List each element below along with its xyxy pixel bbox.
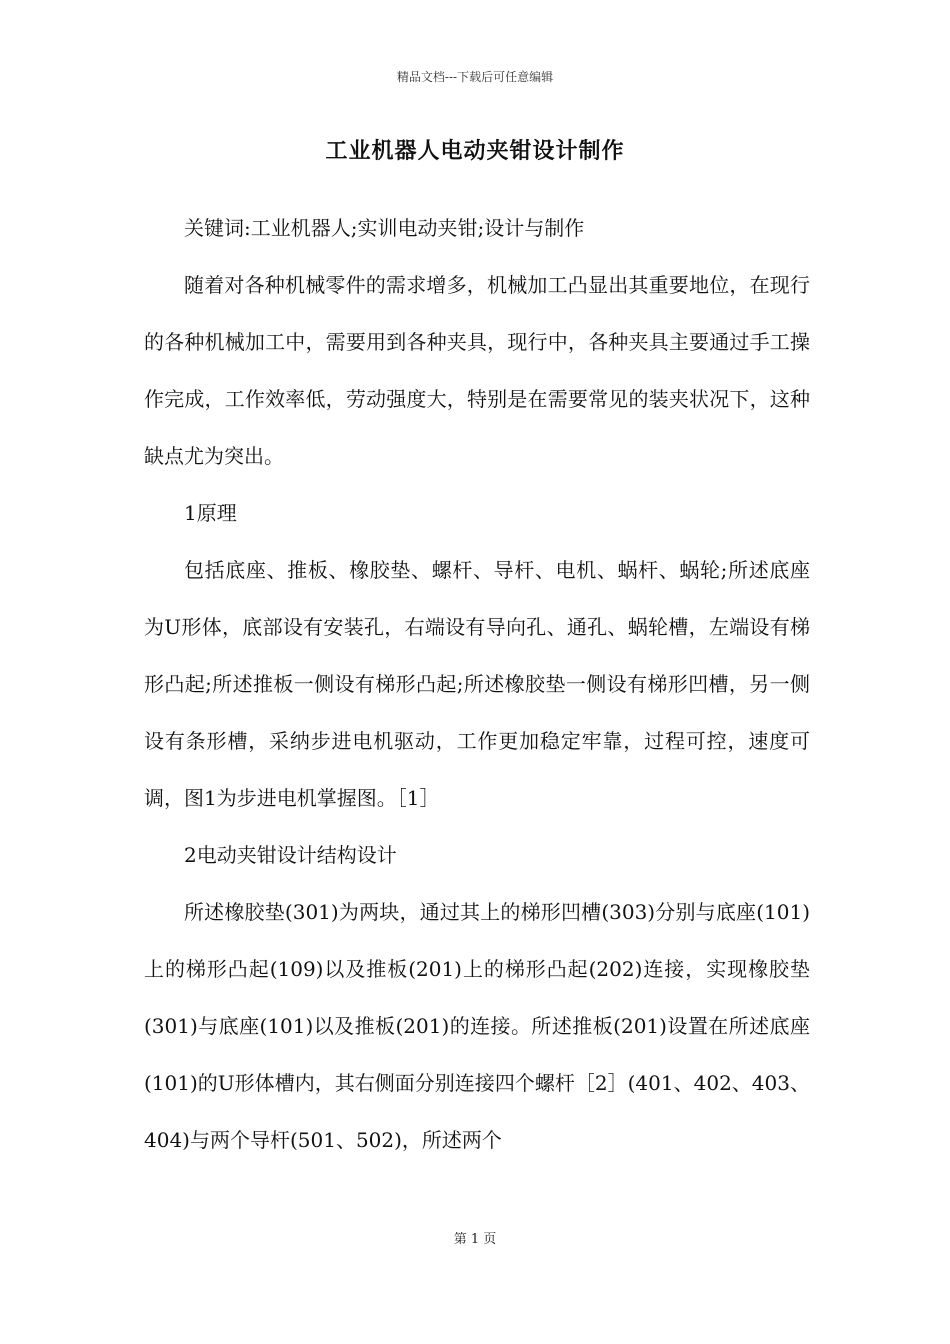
section-heading-principle: 1原理	[184, 501, 237, 525]
document-title: 工业机器人电动夹钳设计制作	[325, 138, 625, 164]
principle-paragraph: 包括底座、推板、橡胶垫、螺杆、导杆、电机、蜗杆、蜗轮;所述底座为U形体，底部设有安装孔，右端设有导向孔、通孔、蜗轮槽，左端设有梯形凸起;所述推板一侧设有梯形凸起;所述橡胶垫一侧设有梯形凹槽，另一侧设有条形槽，采纳步进电机驱动，工作更加稳定牢靠，过程可控，速度可调，图1为步进电机掌握图。［1］	[144, 558, 810, 810]
keywords-paragraph: 关键词:工业机器人;实训电动夹钳;设计与制作	[184, 216, 585, 240]
section-heading-design: 2电动夹钳设计结构设计	[184, 843, 397, 867]
design-paragraph: 所述橡胶垫(301)为两块，通过其上的梯形凹槽(303)分别与底座(101)上的梯形凸起(109)以及推板(201)上的梯形凸起(202)连接，实现橡胶垫(301)与底座(101)以及推板(201)的连接。所述推板(201)设置在所述底座(101)的U形体槽内，其右侧面分别连接四个螺杆［2］(401、402、403、404)与两个导杆(501、502)，所述两个	[144, 900, 810, 1152]
page-number: 第 1 页	[453, 1232, 497, 1247]
document-body	[144, 200, 810, 1169]
intro-paragraph: 随着对各种机械零件的需求增多，机械加工凸显出其重要地位，在现行的各种机械加工中，需要用到各种夹具，现行中，各种夹具主要通过手工操作完成，工作效率低，劳动强度大，特别是在需要常见的装夹状况下，这种缺点尤为突出。	[144, 273, 810, 468]
page-header: 精品文档---下载后可任意编辑	[396, 70, 554, 84]
